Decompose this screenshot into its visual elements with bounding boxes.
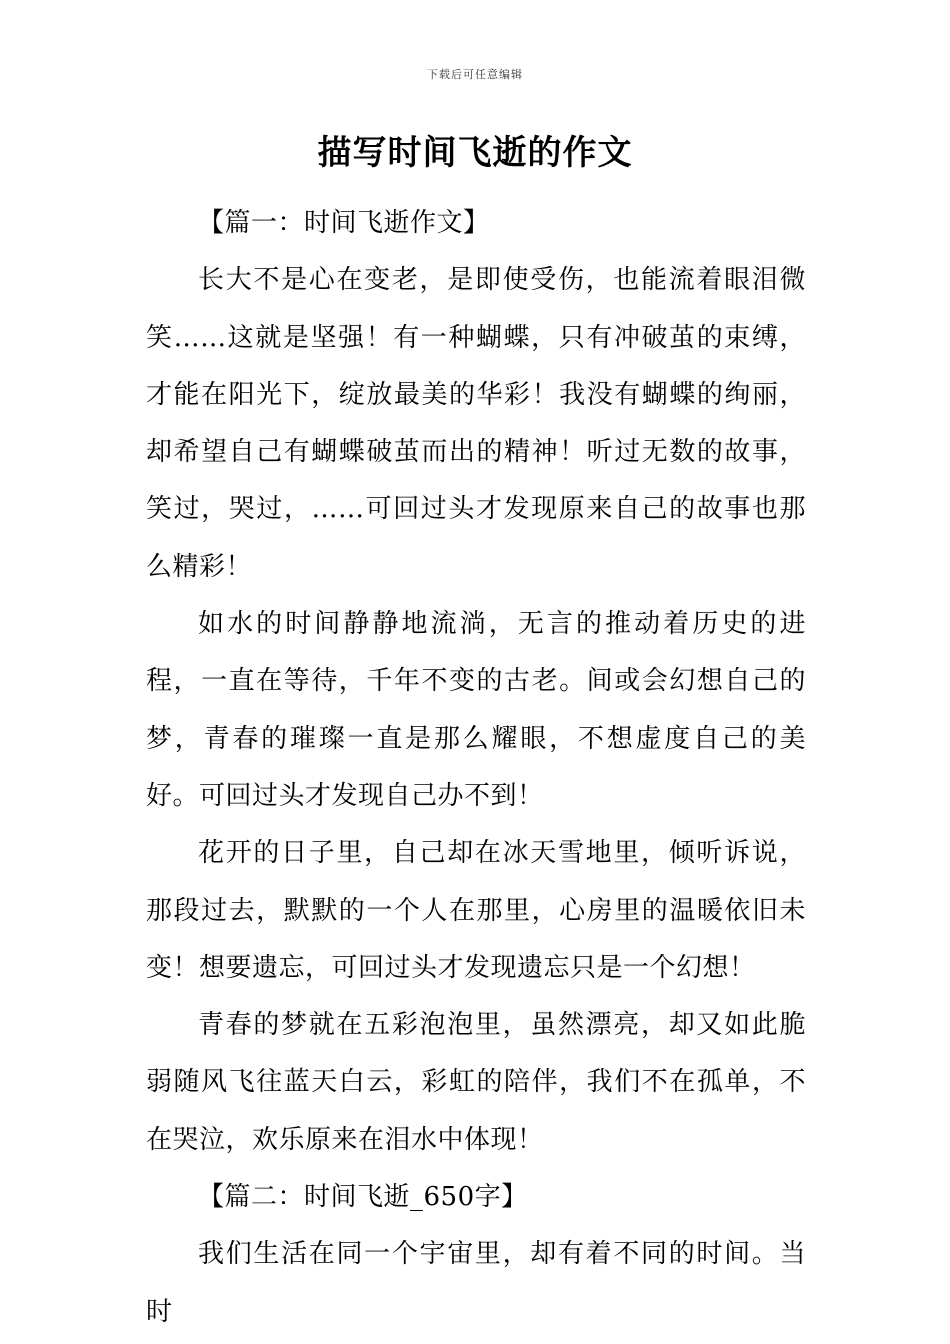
document-body <box>146 195 806 1341</box>
paragraph-1: 长大不是心在变老，是即使受伤，也能流着眼泪微笑……这就是坚强！有一种蝴蝶，只有冲破茧的束缚，才能在阳光下，绽放最美的华彩！我没有蝴蝶的绚丽，却希望自己有蝴蝶破茧而出的精神！听过无数的故事，笑过，哭过，……可回过头才发现原来自己的故事也那么精彩！ <box>146 265 806 582</box>
paragraph-2: 如水的时间静静地流淌，无言的推动着历史的进程，一直在等待，千年不变的古老。间或会幻想自己的梦，青春的璀璨一直是那么耀眼，不想虚度自己的美好。可回过头才发现自己办不到！ <box>146 609 806 811</box>
page-title: 描写时间飞逝的作文 <box>317 133 633 173</box>
paragraph-3: 花开的日子里，自己却在冰天雪地里，倾听诉说，那段过去，默默的一个人在那里，心房里的温暖依旧未变！想要遗忘，可回过头才发现遗忘只是一个幻想！ <box>146 838 806 983</box>
download-note: 下载后可任意编辑 <box>427 68 523 81</box>
paragraph-4: 青春的梦就在五彩泡泡里，虽然漂亮，却又如此脆弱随风飞往蓝天白云，彩虹的陪伴，我们不在孤单，不在哭泣，欢乐原来在泪水中体现！ <box>146 1010 806 1155</box>
paragraph-5: 我们生活在同一个宇宙里，却有着不同的时间。当时 <box>146 1239 806 1327</box>
section-heading-2: 【篇二：时间飞逝_650字】 <box>198 1182 528 1213</box>
section-heading-1: 【篇一：时间飞逝作文】 <box>198 208 490 238</box>
